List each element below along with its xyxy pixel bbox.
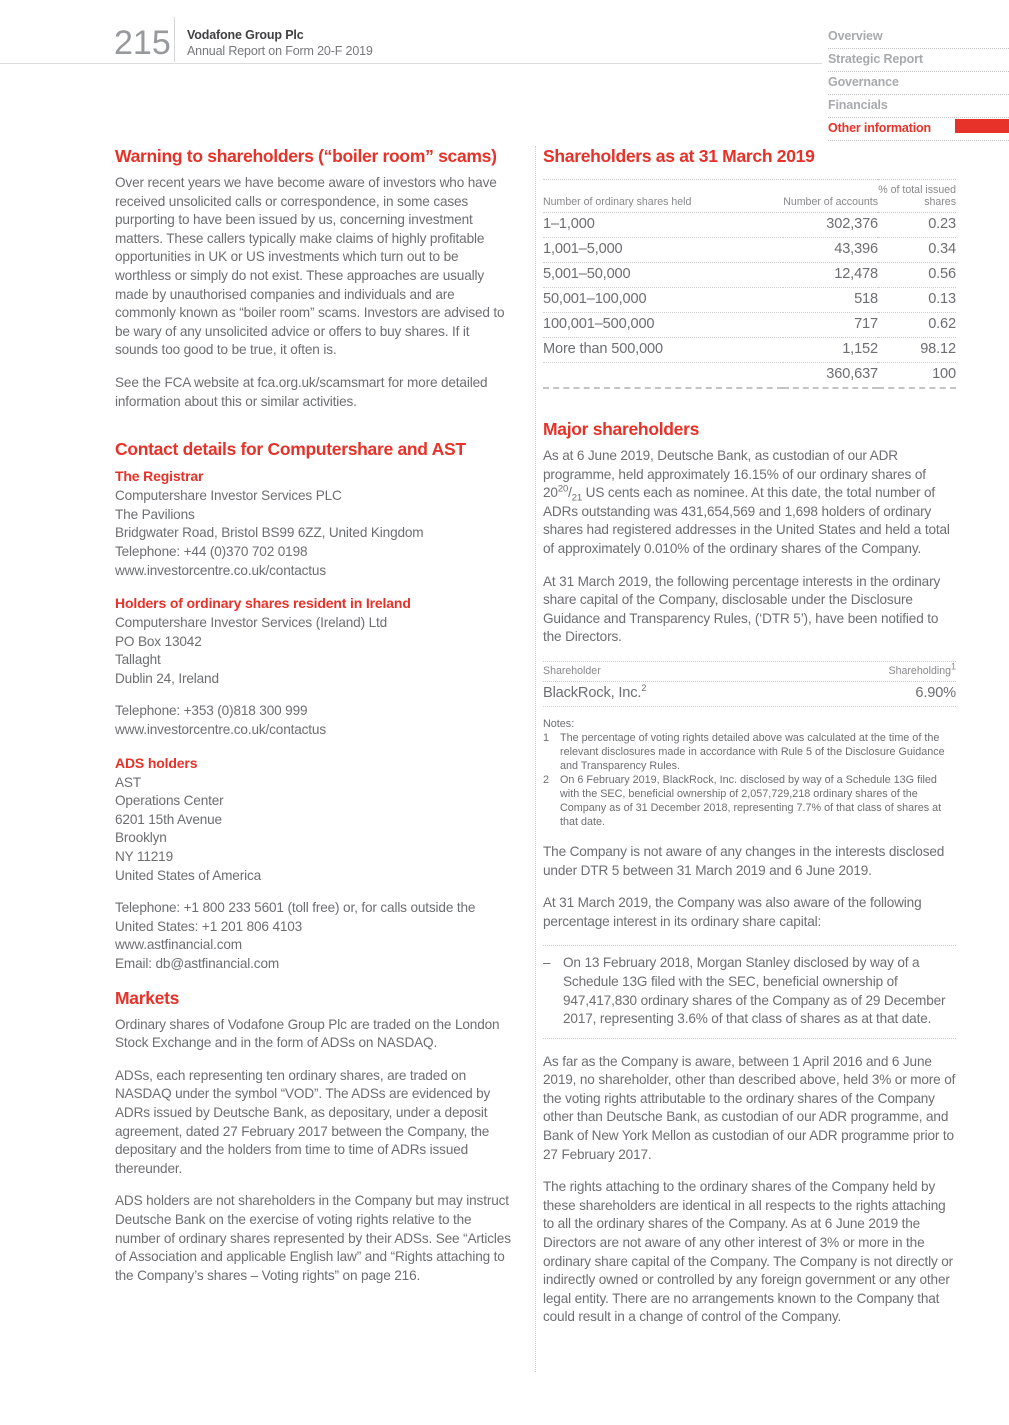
fraction-numerator: 20 [557, 483, 569, 495]
ireland-address [115, 614, 515, 688]
header-divider [174, 17, 175, 62]
ireland-contact [115, 702, 515, 739]
percent-value: 98.12 [878, 338, 956, 363]
ads-holders-subheading: ADS holders [115, 754, 198, 771]
note-item [543, 773, 956, 829]
address-line: Brooklyn [115, 830, 167, 846]
table-header-row [543, 661, 956, 682]
major-shareholders-table [543, 661, 956, 707]
website-line: www.investorcentre.co.uk/contactus [115, 722, 326, 738]
major-paragraph-2: At 31 March 2019, the following percentage interests in the ordinary share capital of the Company, disclosable under the Disclosure Guidance and Transparency Rules, (‘DTR 5’), have been notified to the Directors. [543, 573, 941, 645]
column-header-accounts: Number of accounts [783, 180, 878, 213]
shareholder-name: BlackRock, Inc.$^2$ [543, 683, 647, 701]
shares-range: 5,001–50,000 [543, 263, 783, 288]
right-column [543, 146, 956, 1341]
column-header-shares-held: Number of ordinary shares held [543, 180, 783, 213]
note-text: The percentage of voting rights detailed above was calculated at the time of the relevant disclosures made in accordance with Rule 5 of the Disclosure Guidance and Transparency Rules. [560, 731, 945, 772]
email-line: Email: db@astfinancial.com [115, 956, 280, 971]
warning-paragraph-2: See the FCA website at fca.org.uk/scamsmart for more detailed information about this or similar activities. [115, 374, 488, 409]
note-item [543, 731, 956, 773]
table-header-row [543, 180, 956, 213]
accounts-value: 1,152 [783, 338, 878, 363]
address-line: AST [115, 774, 141, 790]
table-total-row [543, 363, 956, 389]
address-line: Operations Center [115, 793, 224, 809]
active-section-marker [955, 119, 1009, 133]
shares-range: 100,001–500,000 [543, 313, 783, 338]
accounts-value: 717 [783, 313, 878, 338]
footnote-ref: 1 [950, 661, 956, 672]
major-shareholders-heading: Major shareholders [543, 419, 700, 439]
total-percent: 100 [878, 363, 956, 389]
accounts-value: 12,478 [783, 263, 878, 288]
address-line: The Pavilions [115, 506, 195, 522]
note-text: On 6 February 2019, BlackRock, Inc. disclosed by way of a Schedule 13G filed with the SEC, beneficial ownership of 2,057,729,218 ordinary shares of the Company as of 31 December 2018, representing 7.7% of that class of shares at that date. [560, 773, 942, 828]
table-row [543, 682, 956, 707]
total-label [543, 363, 783, 389]
percent-value: 0.23 [878, 213, 956, 238]
ads-holders-address [115, 774, 515, 886]
address-line: Computershare Investor Services PLC [115, 488, 342, 504]
shareholders-heading: Shareholders as at 31 March 2019 [543, 146, 815, 166]
registrar-address [115, 487, 515, 580]
percent-value: 0.34 [878, 238, 956, 263]
header-rule [0, 63, 822, 64]
shareholding-value: 6.90% [915, 684, 956, 701]
nav-item-governance[interactable]: Governance [828, 72, 1009, 95]
nav-item-other-information[interactable] [828, 118, 1009, 141]
address-line: NY 11219 [115, 849, 174, 865]
markets-paragraph-3: ADS holders are not shareholders in the Company but may instruct Deutsche Bank on the exercise of voting rights relative to the number of ordinary shares represented by their ADSs. See “Articles of Association and applicable English law” and “Rights attaching to the Company’s shares – Voting rights” on page 216. [115, 1193, 511, 1283]
phone-line: Telephone: +1 800 233 5601 (toll free) or, for calls outside the United States: +1 201 806 4103 [115, 900, 476, 934]
nav-item-financials[interactable]: Financials [828, 95, 1009, 118]
address-line: Computershare Investor Services (Ireland) Ltd [115, 615, 388, 631]
accounts-value: 43,396 [783, 238, 878, 263]
major-paragraph-1: As at 6 June 2019, Deutsche Bank, as custodian of our ADR programme, held approximately 16.15% of our ordinary shares of $20^{20}/_{21}$ US cents each as nominee. At this date, the total number of ADRs outstanding was 431,654,569 and 1,698 holders of ordinary shares had registered addresses in the United States and held a total of approximately 0.010% of the ordinary shares of the Company. [543, 448, 950, 556]
nav-item-strategic-report[interactable]: Strategic Report [828, 49, 1009, 72]
shares-range: More than 500,000 [543, 338, 783, 363]
percent-value: 0.62 [878, 313, 956, 338]
nav-item-label: Other information [828, 121, 932, 135]
notes-title: Notes: [543, 717, 575, 730]
page-number: 215 [114, 24, 171, 62]
shareholders-table [543, 179, 956, 389]
address-line: Tallaght [115, 652, 161, 668]
table-row [543, 338, 956, 363]
footnote-ref: 2 [641, 683, 647, 694]
ireland-subheading: Holders of ordinary shares resident in Ireland [115, 595, 411, 612]
accounts-value: 518 [783, 288, 878, 313]
table-row [543, 263, 956, 288]
percent-value: 0.13 [878, 288, 956, 313]
report-subtitle: Annual Report on Form 20-F 2019 [187, 44, 373, 58]
bullet-text: On 13 February 2018, Morgan Stanley disclosed by way of a Schedule 13G filed with the SEC, beneficial ownership of 947,417,830 ordinary shares of the Company as of 29 December 2017, representing 3.6% of that class of shares as at that date. [563, 955, 946, 1027]
table-row [543, 238, 956, 263]
shares-range: 1–1,000 [543, 213, 783, 238]
contact-heading: Contact details for Computershare and AST [115, 439, 466, 460]
left-column [115, 146, 515, 1299]
total-accounts: 360,637 [783, 363, 878, 389]
major-paragraph-4: At 31 March 2019, the Company was also aware of the following percentage interest in its ordinary share capital: [543, 895, 922, 929]
website-line: www.investorcentre.co.uk/contactus [115, 562, 326, 578]
table-row [543, 213, 956, 238]
address-line: Bridgwater Road, Bristol BS99 6ZZ, United Kingdom [115, 525, 424, 541]
major-paragraph-6: The rights attaching to the ordinary shares of the Company held by these shareholders are identical in all respects to the rights attaching to all the ordinary shares of the Company. As at 6 June 2019 the Directors are not aware of any other interest of 3% or more in the ordinary share capital of the Company. The Company is not directly or indirectly owned or controlled by any foreign government or any other legal entity. There are no arrangements known to the Company that could result in a change of control of the Company. [543, 1179, 954, 1325]
major-paragraph-5: As far as the Company is aware, between 1 April 2016 and 6 June 2019, no shareholder, other than described above, held 3% or more of the voting rights attributable to the ordinary shares of the Company other than Deutsche Bank, as custodian of our ADR programme, and Bank of New York Mellon as custodian of our ADR programme prior to 27 February 2017. [543, 1053, 956, 1162]
website-line: www.astfinancial.com [115, 937, 242, 953]
address-line: PO Box 13042 [115, 633, 202, 649]
section-nav [828, 26, 1009, 141]
column-header-percent: % of total issued shares [878, 180, 956, 213]
notes-block [543, 717, 956, 829]
warning-heading: Warning to shareholders (“boiler room” scams) [115, 146, 497, 166]
phone-line: Telephone: +353 (0)818 300 999 [115, 703, 308, 719]
percent-value: 0.56 [878, 263, 956, 288]
ads-holders-contact [115, 899, 515, 973]
registrar-subheading: The Registrar [115, 468, 204, 485]
markets-paragraph-1: Ordinary shares of Vodafone Group Plc are traded on the London Stock Exchange and in the form of ADSs on NASDAQ. [115, 1016, 500, 1051]
note-number: 2 [543, 773, 550, 786]
address-line: 6201 15th Avenue [115, 811, 222, 827]
warning-paragraph-1: Over recent years we have become aware of investors who have received unsolicited calls or correspondence, in some cases purporting to have been issued by us, concerning investment matters. These callers typically make claims of highly profitable opportunities in UK or US investments which turn out to be worthless or simply do not exist. These approaches are usually made by unauthorised companies and individuals and are commonly known as “boiler room” scams. Investors are advised to be wary of any unsolicited advice or offers to buy shares. If it sounds too good to be true, it often is. [115, 175, 505, 358]
table-row [543, 288, 956, 313]
accounts-value: 302,376 [783, 213, 878, 238]
table-row [543, 313, 956, 338]
column-divider [535, 146, 536, 1372]
disclosure-bullet-item [543, 945, 956, 1038]
column-header-shareholder: Shareholder [543, 664, 601, 677]
markets-heading: Markets [115, 987, 180, 1008]
nav-item-overview[interactable]: Overview [828, 26, 1009, 49]
major-paragraph-3: The Company is not aware of any changes in the interests disclosed under DTR 5 between 31 March 2019 and 6 June 2019. [543, 843, 945, 878]
note-number: 1 [543, 731, 550, 744]
fraction-denominator: 21 [571, 492, 583, 504]
brand-title: Vodafone Group Plc [187, 28, 304, 42]
column-header-shareholding: Shareholding$^1$ [888, 661, 956, 677]
shares-range: 50,001–100,000 [543, 288, 783, 313]
bullet-dash: – [543, 955, 551, 971]
address-line: Dublin 24, Ireland [115, 670, 219, 686]
shares-range: 1,001–5,000 [543, 238, 783, 263]
markets-paragraph-2: ADSs, each representing ten ordinary shares, are traded on NASDAQ under the symbol “VOD”. The ADSs are evidenced by ADRs issued by Deutsche Bank, as depositary, under a deposit agreement, dated 27 February 2017 between the Company, the depositary and the holders from time to time of ADRs issued thereunder. [115, 1067, 491, 1176]
address-line: United States of America [115, 867, 262, 883]
header-brand-block [187, 28, 373, 58]
phone-line: Telephone: +44 (0)370 702 0198 [115, 543, 308, 559]
